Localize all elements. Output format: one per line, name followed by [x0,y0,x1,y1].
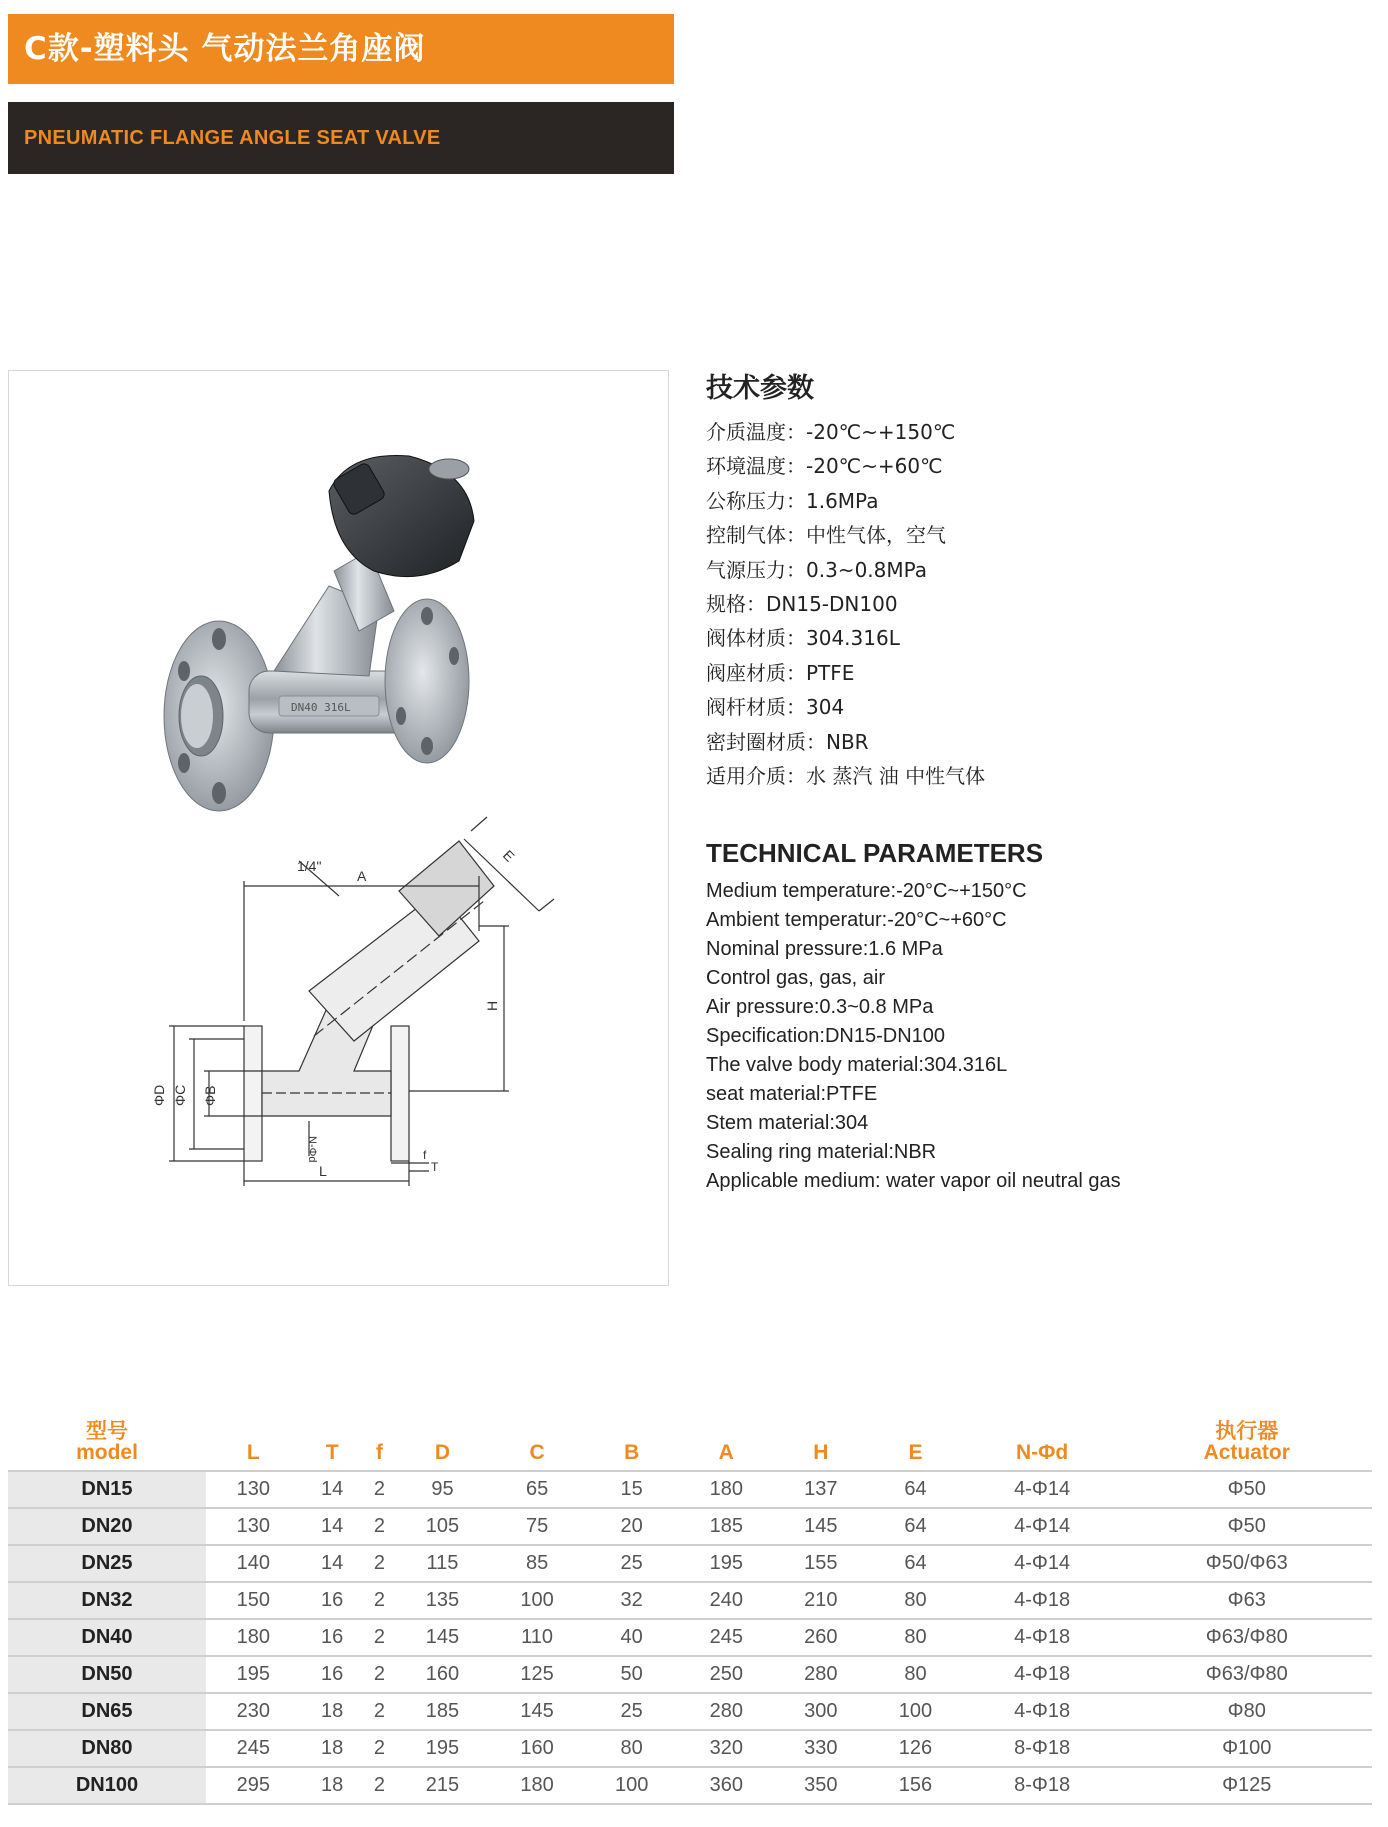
table-cell: Φ63/Φ80 [1121,1656,1372,1693]
spec-row-cn: 适用介质：水 蒸汽 油 中性气体 [706,764,986,789]
table-cell: 210 [774,1582,869,1619]
table-cell-model: DN65 [8,1693,206,1730]
table-cell: 160 [395,1656,490,1693]
table-cell: Φ100 [1121,1730,1372,1767]
table-cell: 260 [774,1619,869,1656]
spec-row-en: seat material:PTFE [706,1083,878,1105]
table-cell: 245 [679,1619,774,1656]
spec-list-en [706,838,1121,1196]
table-cell: 360 [679,1767,774,1804]
table-cell: Φ50 [1121,1471,1372,1508]
table-cell: 32 [584,1582,679,1619]
table-cell: 4-Φ18 [963,1582,1122,1619]
table-cell-model: DN15 [8,1471,206,1508]
dim-label-phiB: ΦB [202,1085,218,1106]
spec-heading-cn: 技术参数 [706,373,814,404]
dimension-diagram [9,371,670,1287]
table-cell: 14 [301,1545,364,1582]
table-cell: 145 [395,1619,490,1656]
spec-row-cn: 气源压力：0.3~0.8MPa [706,557,928,582]
col-header-N: N-Φd [1016,1441,1069,1464]
table-cell: 2 [364,1545,396,1582]
table-cell: 64 [868,1545,963,1582]
table-row [8,1730,1372,1767]
table-row [8,1619,1372,1656]
col-header-E: E [908,1441,923,1464]
table-cell: 16 [301,1656,364,1693]
table-cell: 8-Φ18 [963,1767,1122,1804]
table-cell: 180 [206,1619,301,1656]
col-header-B: B [624,1441,640,1464]
table-cell: 18 [301,1767,364,1804]
table-cell: 155 [774,1545,869,1582]
table-header-row [8,1403,1372,1471]
spec-row-en: The valve body material:304.316L [706,1054,1008,1076]
col-header-f: f [375,1441,383,1464]
col-header-L: L [246,1441,260,1464]
body-marking: DN40 316L [291,701,351,714]
spec-row-cn: 阀体材质：304.316L [706,626,900,651]
title-en: PNEUMATIC FLANGE ANGLE SEAT VALVE [8,102,674,174]
table-cell: 25 [584,1545,679,1582]
table-cell: 14 [301,1471,364,1508]
dim-label-phiC: ΦC [172,1084,188,1106]
table-cell: 8-Φ18 [963,1730,1122,1767]
dim-label-T: T [431,1160,439,1174]
table-cell: 137 [774,1471,869,1508]
table-cell: 64 [868,1471,963,1508]
col-header-T: T [325,1441,339,1464]
table-cell-model: DN100 [8,1767,206,1804]
title-cn: C款-塑料头 气动法兰角座阀 [8,14,674,84]
spec-row-cn: 阀杆材质：304 [706,695,845,720]
table-row [8,1582,1372,1619]
table-cell: 80 [868,1656,963,1693]
table-cell-model: DN80 [8,1730,206,1767]
table-cell: 80 [868,1619,963,1656]
table-cell: 16 [301,1619,364,1656]
table-cell: 4-Φ18 [963,1656,1122,1693]
spec-row-en: Applicable medium: water vapor oil neutral gas [706,1170,1121,1192]
table-cell: 95 [395,1471,490,1508]
table-cell: Φ50/Φ63 [1121,1545,1372,1582]
table-row [8,1767,1372,1804]
table-cell: 4-Φ14 [963,1508,1122,1545]
table-row [8,1508,1372,1545]
spec-row-en: Air pressure:0.3~0.8 MPa [706,996,934,1018]
dim-label-f: f [423,1148,427,1162]
table-cell: 145 [490,1693,585,1730]
dim-label-phiD: ΦD [151,1084,167,1106]
table-cell: 80 [868,1582,963,1619]
spec-row-en: Ambient temperatur:-20°C~+60°C [706,909,1007,931]
table-cell: 2 [364,1582,396,1619]
table-cell: 240 [679,1582,774,1619]
table-cell: 180 [679,1471,774,1508]
table-cell-model: DN20 [8,1508,206,1545]
table-cell: 350 [774,1767,869,1804]
table-cell: 140 [206,1545,301,1582]
table-cell: 250 [679,1656,774,1693]
table-cell: 14 [301,1508,364,1545]
table-cell: 2 [364,1730,396,1767]
col-header-H: H [813,1441,829,1464]
table-cell: 300 [774,1693,869,1730]
spec-row-cn: 公称压力：1.6MPa [706,488,879,513]
col-header-model-en: model [76,1441,138,1464]
table-cell: 18 [301,1693,364,1730]
table-row [8,1545,1372,1582]
table-cell: 2 [364,1656,396,1693]
dim-label-A: A [357,868,367,884]
spec-row-en: Stem material:304 [706,1112,869,1134]
spec-row-en: Sealing ring material:NBR [706,1141,937,1163]
table-cell: 130 [206,1471,301,1508]
table-cell: 4-Φ14 [963,1545,1122,1582]
table-cell: 50 [584,1656,679,1693]
table-cell: 185 [395,1693,490,1730]
table-cell: 280 [679,1693,774,1730]
spec-row-cn: 密封圈材质：NBR [706,729,869,754]
product-image-panel [8,370,669,1286]
table-cell: 180 [490,1767,585,1804]
table-cell: Φ80 [1121,1693,1372,1730]
table-cell: 100 [584,1767,679,1804]
spec-row-en: Specification:DN15-DN100 [706,1025,946,1047]
table-cell: 4-Φ18 [963,1619,1122,1656]
spec-row-en: Nominal pressure:1.6 MPa [706,938,943,960]
spec-row-cn: 介质温度：-20℃~+150℃ [706,420,956,444]
col-header-actuator-en: Actuator [1203,1441,1290,1464]
table-cell: 126 [868,1730,963,1767]
col-header-actuator [1121,1403,1372,1471]
table-cell: 135 [395,1582,490,1619]
dim-label-E: E [499,846,518,865]
table-cell: 80 [584,1730,679,1767]
table-cell: 64 [868,1508,963,1545]
table-body [8,1471,1372,1804]
table-cell: 65 [490,1471,585,1508]
table-cell: 280 [774,1656,869,1693]
spec-row-en: Medium temperature:-20°C~+150°C [706,880,1027,902]
spec-row-cn: 规格：DN15-DN100 [706,592,898,617]
table-cell: 145 [774,1508,869,1545]
table-cell: 2 [364,1508,396,1545]
table-cell: 2 [364,1619,396,1656]
table-cell: 2 [364,1767,396,1804]
table-cell: 195 [206,1656,301,1693]
table-cell: 15 [584,1471,679,1508]
dimensions-table [8,1403,1372,1805]
table-cell: 150 [206,1582,301,1619]
table-cell: Φ125 [1121,1767,1372,1804]
table-cell: Φ50 [1121,1508,1372,1545]
dim-label-quarter: 1/4" [297,858,322,874]
table-cell: 18 [301,1730,364,1767]
col-header-C: C [529,1441,545,1464]
table-cell: 160 [490,1730,585,1767]
table-cell: 110 [490,1619,585,1656]
table-cell: 75 [490,1508,585,1545]
table-cell: 105 [395,1508,490,1545]
table-cell: 245 [206,1730,301,1767]
table-cell: 195 [679,1545,774,1582]
table-cell: 40 [584,1619,679,1656]
table-row [8,1693,1372,1730]
col-header-model [8,1403,206,1471]
table-cell: 330 [774,1730,869,1767]
col-header-D: D [434,1441,451,1464]
table-cell: 20 [584,1508,679,1545]
table-cell: 2 [364,1693,396,1730]
table-cell: 85 [490,1545,585,1582]
spec-row-cn: 环境温度：-20℃~+60℃ [706,454,943,479]
table-cell-model: DN25 [8,1545,206,1582]
table-row [8,1471,1372,1508]
dim-label-L: L [319,1163,327,1179]
table-cell-model: DN40 [8,1619,206,1656]
table-cell-model: DN32 [8,1582,206,1619]
table-cell: 115 [395,1545,490,1582]
table-cell: Φ63/Φ80 [1121,1619,1372,1656]
table-cell: 195 [395,1730,490,1767]
col-header-actuator-cn: 执行器 [1215,1419,1279,1443]
dim-label-nphid: N-Φd [306,1136,318,1163]
spec-list-cn [706,366,985,793]
table-cell: 185 [679,1508,774,1545]
table-cell: 100 [490,1582,585,1619]
table-cell: 4-Φ14 [963,1471,1122,1508]
table-cell-model: DN50 [8,1656,206,1693]
table-cell: Φ63 [1121,1582,1372,1619]
col-header-model-cn: 型号 [86,1419,128,1443]
table-cell: 130 [206,1508,301,1545]
spec-row-cn: 阀座材质：PTFE [706,660,855,685]
table-cell: 230 [206,1693,301,1730]
table-cell: 4-Φ18 [963,1693,1122,1730]
table-cell: 156 [868,1767,963,1804]
spec-row-en: Control gas, gas, air [706,967,885,989]
table-cell: 320 [679,1730,774,1767]
table-cell: 16 [301,1582,364,1619]
table-cell: 2 [364,1471,396,1508]
table-cell: 295 [206,1767,301,1804]
table-cell: 100 [868,1693,963,1730]
table-cell: 25 [584,1693,679,1730]
spec-row-cn: 控制气体：中性气体，空气 [706,523,946,548]
spec-heading-en: TECHNICAL PARAMETERS [706,838,1044,868]
col-header-A: A [718,1441,734,1464]
table-cell: 125 [490,1656,585,1693]
table-cell: 215 [395,1767,490,1804]
table-row [8,1656,1372,1693]
dim-label-H: H [484,1000,500,1011]
